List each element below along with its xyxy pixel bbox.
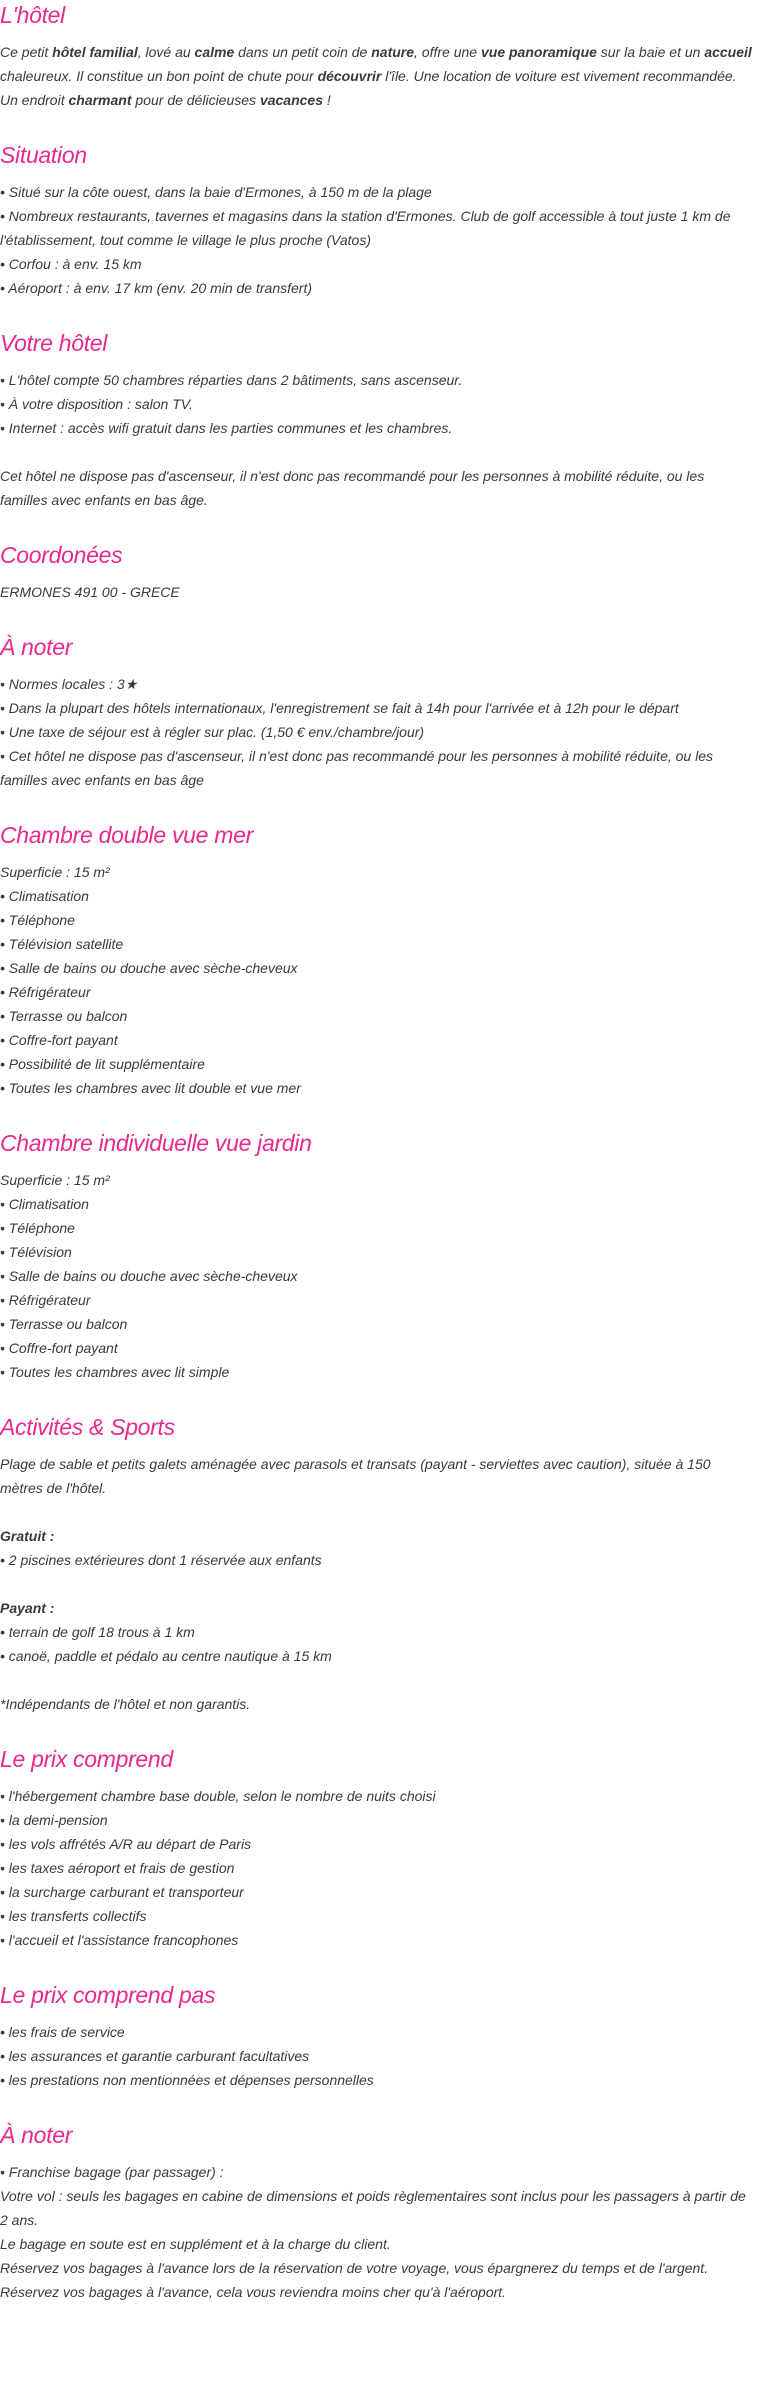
intro-text: , lové au	[137, 44, 195, 60]
room-sea-line: • Réfrigérateur	[0, 984, 91, 1000]
activities-intro: Plage de sable et petits galets aménagée avec parasols et transats (payant - serviettes avec caution), située à 150 mètres de l'hôtel.	[0, 1456, 711, 1496]
room-garden-line: Superficie : 15 m²	[0, 1172, 110, 1188]
note1-line: • Normes locales : 3★	[0, 676, 138, 692]
includes-line: • les vols affrétés A/R au départ de Paris	[0, 1836, 252, 1852]
room-garden-line: • Coffre-fort payant	[0, 1340, 118, 1356]
situation-line: • Corfou : à env. 15 km	[0, 256, 142, 272]
activities-footnote: *Indépendants de l'hôtel et non garantis.	[0, 1696, 251, 1712]
note1-line: • Une taxe de séjour est à régler sur plac. (1,50 € env./chambre/jour)	[0, 724, 425, 740]
free-label: Gratuit :	[0, 1528, 55, 1544]
situation-line: • Nombreux restaurants, tavernes et magasins dans la station d'Ermones. Club de golf accessible à tout juste 1 km de l'établissement, tout comme le village le plus proche (Vatos)	[0, 208, 731, 248]
includes-title: Le prix comprend	[0, 1746, 173, 1772]
section-includes	[0, 1744, 752, 1952]
includes-line: • les transferts collectifs	[0, 1908, 147, 1924]
section-note1	[0, 632, 752, 792]
activities-free-line: • 2 piscines extérieures dont 1 réservée aux enfants	[0, 1552, 322, 1568]
intro-paragraph	[0, 40, 752, 112]
section-activities	[0, 1412, 752, 1716]
intro-text: chaleureux. Il constitue un bon point de chute pour	[0, 68, 318, 84]
includes-line: • l'hébergement chambre base double, selon le nombre de nuits choisi	[0, 1788, 436, 1804]
note2-line: • Franchise bagage (par passager) :	[0, 2164, 224, 2180]
hotel-line: • À votre disposition : salon TV.	[0, 396, 193, 412]
activities-paid-label	[0, 1596, 752, 1620]
room-garden-line: • Terrasse ou balcon	[0, 1316, 128, 1332]
room-sea-line: • Salle de bains ou douche avec sèche-cheveux	[0, 960, 298, 976]
situation-title: Situation	[0, 142, 87, 168]
coords-address: ERMONES 491 00 - GRECE	[0, 584, 180, 600]
situation-line: • Aéroport : à env. 17 km (env. 20 min de transfert)	[0, 280, 312, 296]
activities-title: Activités & Sports	[0, 1414, 175, 1440]
situation-line: • Situé sur la côte ouest, dans la baie d'Ermones, à 150 m de la plage	[0, 184, 432, 200]
intro-text: l'île. Une location de voiture est vivement recommandée. Un endroit	[0, 68, 737, 108]
section-hotel	[0, 328, 752, 512]
intro-title: L'hôtel	[0, 2, 65, 28]
intro-bold: vacances	[259, 92, 323, 108]
room-garden-line: • Télévision	[0, 1244, 72, 1260]
room-garden-line: • Salle de bains ou douche avec sèche-cheveux	[0, 1268, 298, 1284]
excludes-title: Le prix comprend pas	[0, 1982, 216, 2008]
section-room-garden	[0, 1128, 752, 1384]
section-intro	[0, 0, 752, 112]
activities-free-label	[0, 1524, 752, 1548]
coords-title: Coordonées	[0, 542, 123, 568]
intro-bold: hôtel familial	[52, 44, 138, 60]
room-sea-line: • Toutes les chambres avec lit double et vue mer	[0, 1080, 301, 1096]
paid-label: Payant :	[0, 1600, 55, 1616]
section-coords	[0, 540, 752, 604]
excludes-line: • les prestations non mentionnées et dépenses personnelles	[0, 2072, 374, 2088]
intro-bold: vue panoramique	[480, 44, 597, 60]
room-garden-line: • Toutes les chambres avec lit simple	[0, 1364, 230, 1380]
intro-bold: découvrir	[317, 68, 382, 84]
includes-line: • la demi-pension	[0, 1812, 108, 1828]
intro-bold: charmant	[68, 92, 132, 108]
activities-paid-line: • terrain de golf 18 trous à 1 km	[0, 1624, 195, 1640]
hotel-title: Votre hôtel	[0, 330, 108, 356]
hotel-line: • Internet : accès wifi gratuit dans les parties communes et les chambres.	[0, 420, 453, 436]
note2-line: Le bagage en soute est en supplément et à la charge du client.	[0, 2236, 391, 2252]
room-garden-line: • Climatisation	[0, 1196, 89, 1212]
room-sea-line: Superficie : 15 m²	[0, 864, 110, 880]
activities-paid-line: • canoë, paddle et pédalo au centre nautique à 15 km	[0, 1648, 332, 1664]
room-sea-line: • Climatisation	[0, 888, 89, 904]
intro-text: sur la baie et un	[596, 44, 705, 60]
section-excludes	[0, 1980, 752, 2092]
intro-bold: accueil	[704, 44, 752, 60]
hotel-note: Cet hôtel ne dispose pas d'ascenseur, il n'est donc pas recommandé pour les personnes à mobilité réduite, ou les familles avec enfants en bas âge.	[0, 468, 705, 508]
note2-line: Votre vol : seuls les bagages en cabine de dimensions et poids règlementaires sont inclus pour les passagers à partir de 2 ans.	[0, 2188, 746, 2228]
intro-text: dans un petit coin de	[234, 44, 372, 60]
note1-line: • Cet hôtel ne dispose pas d'ascenseur, il n'est donc pas recommandé pour les personnes à mobilité réduite, ou les familles avec enfants en bas âge	[0, 748, 713, 788]
room-sea-line: • Terrasse ou balcon	[0, 1008, 128, 1024]
intro-bold: calme	[194, 44, 235, 60]
room-sea-line: • Coffre-fort payant	[0, 1032, 118, 1048]
note2-line: Réservez vos bagages à l'avance, cela vous reviendra moins cher qu'à l'aéroport.	[0, 2284, 507, 2300]
intro-text: Ce petit	[0, 44, 53, 60]
excludes-line: • les frais de service	[0, 2024, 125, 2040]
room-garden-title: Chambre individuelle vue jardin	[0, 1130, 312, 1156]
room-garden-line: • Réfrigérateur	[0, 1292, 91, 1308]
note1-line: • Dans la plupart des hôtels internationaux, l'enregistrement se fait à 14h pour l'arrivée et à 12h pour le départ	[0, 700, 679, 716]
note1-title: À noter	[0, 634, 73, 660]
room-sea-title: Chambre double vue mer	[0, 822, 253, 848]
hotel-line: • L'hôtel compte 50 chambres réparties dans 2 bâtiments, sans ascenseur.	[0, 372, 463, 388]
note2-line: Réservez vos bagages à l'avance lors de la réservation de votre voyage, vous épargnerez du temps et de l'argent.	[0, 2260, 709, 2276]
includes-line: • la surcharge carburant et transporteur	[0, 1884, 244, 1900]
includes-line: • l'accueil et l'assistance francophones	[0, 1932, 239, 1948]
section-situation	[0, 140, 752, 300]
note2-title: À noter	[0, 2122, 73, 2148]
room-sea-line: • Téléphone	[0, 912, 75, 928]
room-sea-line: • Possibilité de lit supplémentaire	[0, 1056, 205, 1072]
room-sea-line: • Télévision satellite	[0, 936, 124, 952]
intro-bold: nature	[371, 44, 415, 60]
intro-text: , offre une	[414, 44, 481, 60]
room-garden-line: • Téléphone	[0, 1220, 75, 1236]
intro-text: pour de délicieuses	[131, 92, 260, 108]
section-room-sea	[0, 820, 752, 1100]
excludes-line: • les assurances et garantie carburant facultatives	[0, 2048, 310, 2064]
section-note2	[0, 2120, 752, 2304]
includes-line: • les taxes aéroport et frais de gestion	[0, 1860, 235, 1876]
intro-text: !	[323, 92, 331, 108]
